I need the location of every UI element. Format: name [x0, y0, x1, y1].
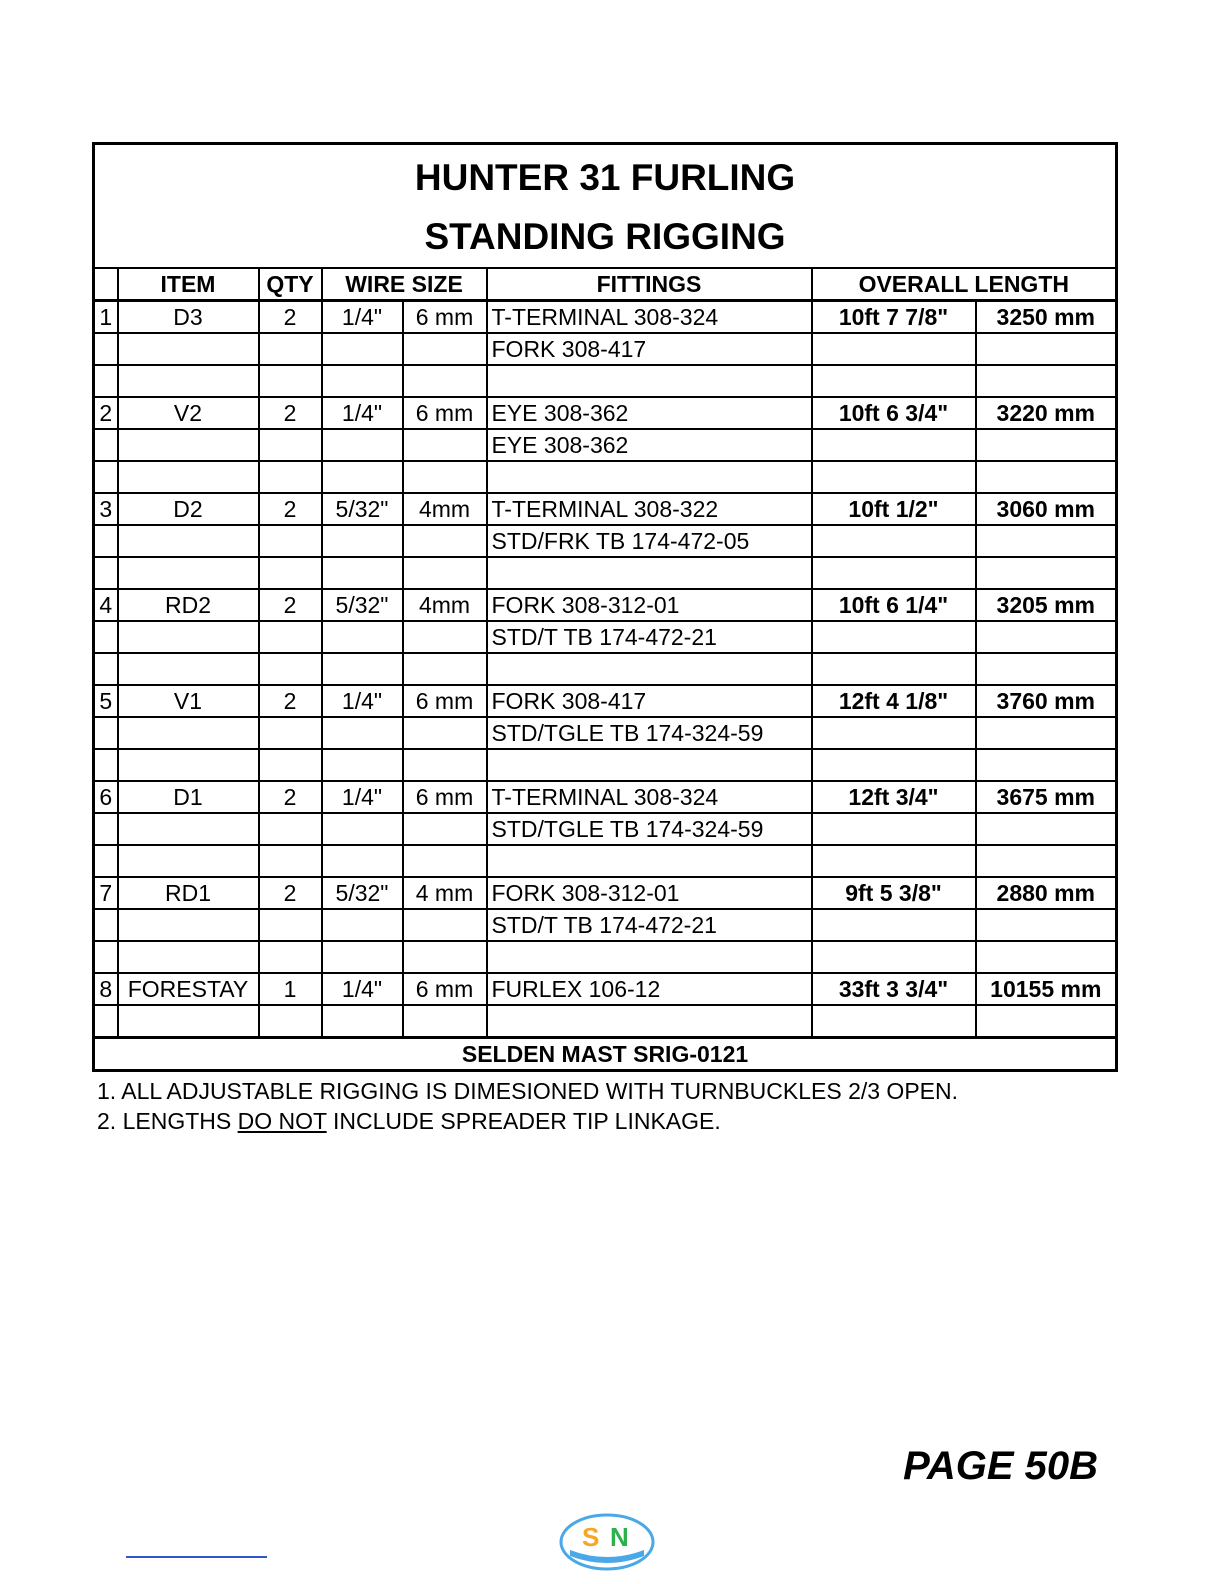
fitting-cell: STD/TGLE TB 174-324-59: [487, 813, 812, 845]
note-2: [97, 1106, 958, 1136]
row-number: 2: [94, 397, 118, 429]
empty-cell: [118, 557, 259, 589]
fitting-cell: FORK 308-312-01: [487, 877, 812, 909]
empty-cell: [322, 557, 403, 589]
row-number: 7: [94, 877, 118, 909]
qty-cell: 2: [259, 589, 322, 621]
wire-size-mm-cell: 4 mm: [403, 877, 487, 909]
empty-cell: [322, 333, 403, 365]
empty-cell: [259, 717, 322, 749]
empty-cell: [94, 653, 118, 685]
empty-cell: [812, 557, 976, 589]
empty-cell: [403, 621, 487, 653]
empty-cell: [94, 461, 118, 493]
empty-cell: [403, 749, 487, 781]
table-row: [94, 717, 1117, 749]
empty-cell: [94, 1005, 118, 1038]
fitting-cell: FORK 308-312-01: [487, 589, 812, 621]
wire-size-mm-cell: 4mm: [403, 589, 487, 621]
empty-cell: [812, 653, 976, 685]
wire-size-mm-cell: 4mm: [403, 493, 487, 525]
empty-cell: [118, 365, 259, 397]
empty-cell: [259, 941, 322, 973]
empty-cell: [812, 365, 976, 397]
fitting-cell: EYE 308-362: [487, 429, 812, 461]
wire-size-mm-cell: 6 mm: [403, 973, 487, 1005]
length-ft-cell: 10ft 6 1/4": [812, 589, 976, 621]
table-row: [94, 685, 1117, 717]
table-row: [94, 1005, 1117, 1038]
qty-cell: 2: [259, 781, 322, 813]
table-row: [94, 909, 1117, 941]
header-row: [94, 268, 1117, 301]
empty-cell: [322, 429, 403, 461]
empty-cell: [322, 909, 403, 941]
fitting-cell: T-TERMINAL 308-324: [487, 301, 812, 334]
fitting-cell: STD/FRK TB 174-472-05: [487, 525, 812, 557]
length-ft-cell: 9ft 5 3/8": [812, 877, 976, 909]
spacer-row: [94, 365, 1117, 397]
notes: [97, 1076, 958, 1136]
wire-size-mm-cell: 6 mm: [403, 397, 487, 429]
table-row: [94, 525, 1117, 557]
wire-size-mm-cell: 6 mm: [403, 685, 487, 717]
empty-cell: [976, 717, 1117, 749]
logo-letter-s: S: [582, 1522, 600, 1552]
empty-cell: [487, 461, 812, 493]
empty-cell: [259, 365, 322, 397]
empty-cell: [322, 461, 403, 493]
length-mm-cell: 10155 mm: [976, 973, 1117, 1005]
empty-cell: [812, 429, 976, 461]
length-mm-cell: 2880 mm: [976, 877, 1117, 909]
empty-cell: [118, 749, 259, 781]
empty-cell: [259, 429, 322, 461]
empty-cell: [403, 845, 487, 877]
empty-cell: [976, 333, 1117, 365]
fitting-cell: FURLEX 106-12: [487, 973, 812, 1005]
note-2-suffix: INCLUDE SPREADER TIP LINKAGE.: [326, 1108, 721, 1134]
empty-cell: [976, 941, 1117, 973]
empty-cell: [259, 653, 322, 685]
empty-cell: [403, 461, 487, 493]
empty-cell: [322, 653, 403, 685]
empty-cell: [487, 653, 812, 685]
empty-cell: [118, 525, 259, 557]
wire-size-inch-cell: 1/4": [322, 685, 403, 717]
note-1: 1. ALL ADJUSTABLE RIGGING IS DIMESIONED WITH TURNBUCKLES 2/3 OPEN.: [97, 1078, 959, 1104]
header-overall-length: OVERALL LENGTH: [812, 268, 1117, 301]
spacer-row: [94, 653, 1117, 685]
row-number: 5: [94, 685, 118, 717]
length-ft-cell: 12ft 3/4": [812, 781, 976, 813]
empty-cell: [976, 653, 1117, 685]
empty-cell: [94, 557, 118, 589]
empty-cell: [118, 909, 259, 941]
empty-cell: [976, 557, 1117, 589]
empty-cell: [812, 941, 976, 973]
empty-cell: [976, 749, 1117, 781]
empty-cell: [487, 365, 812, 397]
title-line-2: STANDING RIGGING: [94, 207, 1117, 268]
empty-cell: [118, 717, 259, 749]
header-item: ITEM: [118, 268, 259, 301]
empty-cell: [94, 845, 118, 877]
length-mm-cell: 3675 mm: [976, 781, 1117, 813]
empty-cell: [403, 941, 487, 973]
fitting-cell: STD/TGLE TB 174-324-59: [487, 717, 812, 749]
empty-cell: [259, 333, 322, 365]
length-ft-cell: 33ft 3 3/4": [812, 973, 976, 1005]
empty-cell: [118, 845, 259, 877]
length-ft-cell: 10ft 1/2": [812, 493, 976, 525]
empty-cell: [322, 941, 403, 973]
empty-cell: [322, 813, 403, 845]
item-cell: FORESTAY: [118, 973, 259, 1005]
note-2-emphasis: DO NOT: [237, 1108, 327, 1134]
empty-cell: [487, 749, 812, 781]
qty-cell: 2: [259, 301, 322, 334]
table-row: [94, 333, 1117, 365]
wire-size-inch-cell: 5/32": [322, 877, 403, 909]
empty-cell: [812, 749, 976, 781]
empty-cell: [976, 365, 1117, 397]
footer-cell: SELDEN MAST SRIG-0121: [94, 1038, 1117, 1071]
empty-cell: [94, 365, 118, 397]
empty-cell: [94, 813, 118, 845]
length-ft-cell: 10ft 7 7/8": [812, 301, 976, 334]
empty-cell: [976, 845, 1117, 877]
empty-cell: [322, 525, 403, 557]
item-cell: RD1: [118, 877, 259, 909]
empty-cell: [94, 909, 118, 941]
empty-cell: [487, 845, 812, 877]
empty-cell: [403, 365, 487, 397]
length-mm-cell: 3250 mm: [976, 301, 1117, 334]
empty-cell: [259, 621, 322, 653]
footer-row: [94, 1038, 1117, 1071]
empty-cell: [322, 845, 403, 877]
row-number: 8: [94, 973, 118, 1005]
fitting-cell: FORK 308-417: [487, 333, 812, 365]
spacer-row: [94, 461, 1117, 493]
table-row: [94, 589, 1117, 621]
empty-cell: [812, 909, 976, 941]
row-number: 4: [94, 589, 118, 621]
table-row: [94, 301, 1117, 334]
empty-cell: [259, 909, 322, 941]
empty-cell: [403, 717, 487, 749]
row-number: 6: [94, 781, 118, 813]
empty-cell: [259, 749, 322, 781]
empty-cell: [976, 1005, 1117, 1038]
empty-cell: [403, 557, 487, 589]
wire-size-mm-cell: 6 mm: [403, 781, 487, 813]
empty-cell: [812, 333, 976, 365]
wire-size-inch-cell: 5/32": [322, 493, 403, 525]
empty-cell: [322, 1005, 403, 1038]
length-ft-cell: 10ft 6 3/4": [812, 397, 976, 429]
length-mm-cell: 3060 mm: [976, 493, 1117, 525]
header-qty: QTY: [259, 268, 322, 301]
page-label: PAGE 50B: [903, 1444, 1098, 1488]
title-line-1: HUNTER 31 FURLING: [94, 144, 1117, 208]
empty-cell: [118, 941, 259, 973]
empty-cell: [487, 557, 812, 589]
empty-cell: [976, 909, 1117, 941]
empty-cell: [322, 621, 403, 653]
item-cell: D2: [118, 493, 259, 525]
wire-size-inch-cell: 1/4": [322, 973, 403, 1005]
fitting-cell: T-TERMINAL 308-322: [487, 493, 812, 525]
spacer-row: [94, 941, 1117, 973]
table-row: [94, 397, 1117, 429]
empty-cell: [94, 333, 118, 365]
empty-cell: [259, 845, 322, 877]
empty-cell: [118, 461, 259, 493]
empty-cell: [322, 717, 403, 749]
empty-cell: [976, 525, 1117, 557]
qty-cell: 2: [259, 397, 322, 429]
empty-cell: [403, 813, 487, 845]
empty-cell: [322, 749, 403, 781]
length-mm-cell: 3220 mm: [976, 397, 1117, 429]
table-row: [94, 781, 1117, 813]
fitting-cell: STD/T TB 174-472-21: [487, 621, 812, 653]
empty-cell: [812, 621, 976, 653]
empty-cell: [94, 525, 118, 557]
empty-cell: [322, 365, 403, 397]
empty-cell: [487, 941, 812, 973]
header-number: [94, 268, 118, 301]
empty-cell: [812, 845, 976, 877]
wire-size-inch-cell: 1/4": [322, 781, 403, 813]
empty-cell: [118, 621, 259, 653]
item-cell: V2: [118, 397, 259, 429]
empty-cell: [976, 813, 1117, 845]
empty-cell: [812, 461, 976, 493]
empty-cell: [403, 333, 487, 365]
empty-cell: [487, 1005, 812, 1038]
table-row: [94, 877, 1117, 909]
row-number: 1: [94, 301, 118, 334]
empty-cell: [118, 813, 259, 845]
empty-cell: [118, 429, 259, 461]
length-ft-cell: 12ft 4 1/8": [812, 685, 976, 717]
table-row: [94, 429, 1117, 461]
empty-cell: [259, 557, 322, 589]
qty-cell: 1: [259, 973, 322, 1005]
empty-cell: [403, 653, 487, 685]
empty-cell: [812, 525, 976, 557]
item-cell: D3: [118, 301, 259, 334]
qty-cell: 2: [259, 493, 322, 525]
wire-size-inch-cell: 5/32": [322, 589, 403, 621]
fitting-cell: EYE 308-362: [487, 397, 812, 429]
header-fittings: FITTINGS: [487, 268, 812, 301]
table-row: [94, 493, 1117, 525]
empty-cell: [403, 429, 487, 461]
empty-cell: [259, 525, 322, 557]
spacer-row: [94, 749, 1117, 781]
wire-size-inch-cell: 1/4": [322, 397, 403, 429]
table-row: [94, 973, 1117, 1005]
row-number: 3: [94, 493, 118, 525]
empty-cell: [118, 1005, 259, 1038]
item-cell: D1: [118, 781, 259, 813]
sn-logo: [558, 1512, 656, 1572]
empty-cell: [94, 717, 118, 749]
logo-letter-n: N: [610, 1522, 629, 1552]
empty-cell: [94, 621, 118, 653]
table-row: [94, 813, 1117, 845]
empty-cell: [976, 621, 1117, 653]
empty-cell: [403, 525, 487, 557]
empty-cell: [403, 1005, 487, 1038]
empty-cell: [812, 1005, 976, 1038]
empty-cell: [259, 1005, 322, 1038]
empty-cell: [976, 461, 1117, 493]
table-row: [94, 621, 1117, 653]
wire-size-mm-cell: 6 mm: [403, 301, 487, 334]
empty-cell: [976, 429, 1117, 461]
fitting-cell: T-TERMINAL 308-324: [487, 781, 812, 813]
empty-cell: [94, 429, 118, 461]
item-cell: RD2: [118, 589, 259, 621]
empty-cell: [118, 653, 259, 685]
empty-cell: [94, 749, 118, 781]
length-mm-cell: 3760 mm: [976, 685, 1117, 717]
empty-cell: [812, 813, 976, 845]
empty-cell: [94, 941, 118, 973]
fitting-cell: FORK 308-417: [487, 685, 812, 717]
link-underline: [126, 1556, 267, 1558]
empty-cell: [812, 717, 976, 749]
empty-cell: [403, 909, 487, 941]
spacer-row: [94, 557, 1117, 589]
header-wire-size: WIRE SIZE: [322, 268, 487, 301]
note-2-prefix: 2. LENGTHS: [97, 1108, 238, 1134]
empty-cell: [259, 813, 322, 845]
fitting-cell: STD/T TB 174-472-21: [487, 909, 812, 941]
spacer-row: [94, 845, 1117, 877]
rigging-table: [92, 142, 1118, 1072]
qty-cell: 2: [259, 685, 322, 717]
length-mm-cell: 3205 mm: [976, 589, 1117, 621]
qty-cell: 2: [259, 877, 322, 909]
wire-size-inch-cell: 1/4": [322, 301, 403, 334]
empty-cell: [118, 333, 259, 365]
item-cell: V1: [118, 685, 259, 717]
empty-cell: [259, 461, 322, 493]
